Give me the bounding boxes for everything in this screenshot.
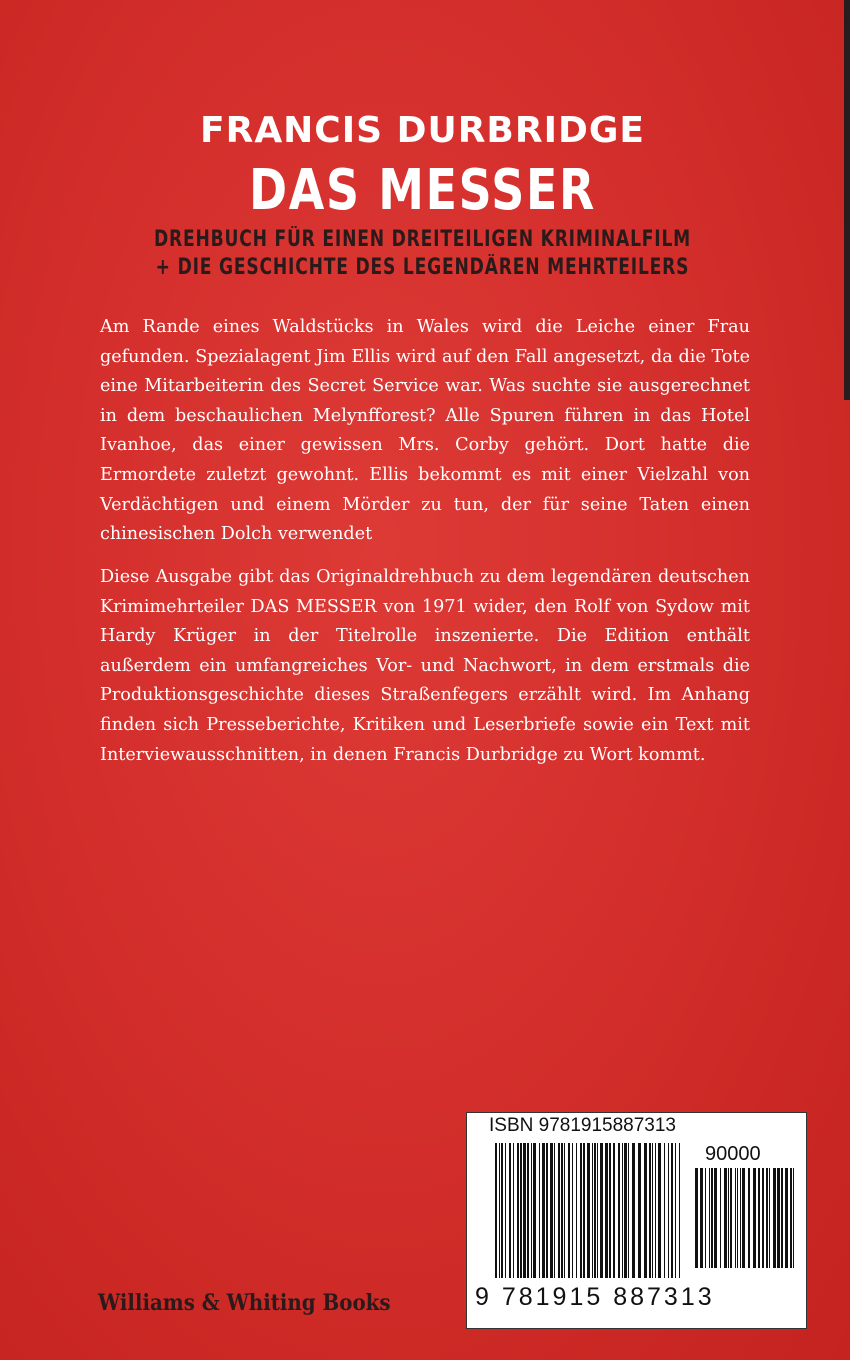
barcode-bar bbox=[618, 1143, 620, 1278]
barcode-bar bbox=[527, 1143, 529, 1278]
barcode-bar bbox=[523, 1143, 526, 1278]
barcode-bar bbox=[773, 1168, 776, 1268]
barcode-bar bbox=[531, 1143, 532, 1278]
barcode-bar bbox=[781, 1168, 783, 1268]
barcode-bar bbox=[583, 1143, 585, 1278]
blurb-paragraph-1: Am Rande eines Waldstücks in Wales wird die Leiche einer Frau gefunden. Spezialagent Jim Ellis wird auf den Fall angesetzt, da die Tote eine Mitarbeiterin des Secret Service war. Was suchte sie ausgerechnet in dem beschaulichen Melynfforest? Alle Spuren führen in das Hotel Ivanhoe, das einer gewissen Mrs. Corby gehört. Dort hatte die Ermordete zuletzt gewohnt. Ellis bekommt es mit einer Vielzahl von Verdächtigen und einem Mörder zu tun, der für seine Taten einen chinesischen Dolch verwendet bbox=[100, 317, 750, 545]
barcode-bar bbox=[576, 1143, 577, 1278]
barcode-bar bbox=[737, 1168, 738, 1268]
barcode-bar bbox=[592, 1143, 593, 1278]
barcode-bar bbox=[769, 1168, 770, 1268]
barcode-bar bbox=[561, 1143, 563, 1278]
barcode-bar bbox=[558, 1143, 560, 1278]
barcode-bar bbox=[513, 1143, 514, 1278]
subtitle-line-2: + DIE GESCHICHTE DES LEGENDÄREN MEHRTEILERS bbox=[155, 255, 690, 280]
publisher-name: Williams & Whiting Books bbox=[98, 1290, 391, 1316]
barcode-bar bbox=[793, 1168, 794, 1268]
barcode-bar bbox=[658, 1143, 661, 1278]
barcode-bar bbox=[572, 1143, 573, 1278]
author-name: FRANCIS DURBRIDGE bbox=[200, 110, 645, 151]
barcode-bar bbox=[628, 1143, 629, 1278]
barcode-bar bbox=[695, 1168, 698, 1268]
barcode-bar bbox=[605, 1143, 608, 1278]
barcode-bar bbox=[714, 1168, 717, 1268]
ean13-barcode-bars bbox=[495, 1143, 680, 1285]
barcode-bar bbox=[632, 1143, 635, 1278]
barcode-bar bbox=[762, 1168, 764, 1268]
barcode-bar bbox=[520, 1143, 522, 1278]
barcode-bar bbox=[644, 1143, 647, 1278]
barcode-bar bbox=[542, 1143, 545, 1278]
barcode-bar bbox=[679, 1143, 680, 1278]
barcode-bar bbox=[700, 1168, 703, 1268]
isbn-label: ISBN 9781915887313 bbox=[489, 1115, 676, 1136]
barcode-bar bbox=[753, 1168, 756, 1268]
barcode-bar bbox=[748, 1168, 750, 1268]
book-title: DAS MESSER bbox=[249, 158, 596, 223]
barcode-bar bbox=[624, 1143, 627, 1278]
barcode-bar bbox=[790, 1168, 792, 1268]
barcode-bar bbox=[728, 1168, 729, 1268]
barcode-bar bbox=[758, 1168, 760, 1268]
barcode-bar bbox=[622, 1143, 623, 1278]
barcode-digits: 9 781915 887313 bbox=[475, 1283, 715, 1311]
barcode-bar bbox=[785, 1168, 788, 1268]
barcode-bar bbox=[730, 1168, 732, 1268]
barcode-bar bbox=[613, 1143, 615, 1278]
blurb-paragraph-2: Diese Ausgabe gibt das Originaldrehbuch zu dem legendären deutschen Krimimehrteiler DAS MESSER von 1971 wider, den Rolf von Sydow mit Hardy Krüger in der Titelrolle inszenierte. Die Edition enthält außerdem ein umfangreiches Vor- und Nachwort, in dem erstmals die Produktionsgeschichte dieses Straßenfegers erzählt wird. Im Anhang finden sich Presseberichte, Kritiken und Leserbriefe sowie ein Text mit Interviewausschnitten, in denen Francis Durbridge zu Wort kommt. bbox=[100, 567, 750, 765]
barcode-bar bbox=[539, 1143, 540, 1278]
barcode-bar bbox=[499, 1143, 500, 1278]
barcode-bar bbox=[720, 1168, 721, 1268]
barcode-bar bbox=[652, 1143, 653, 1278]
barcode-bar bbox=[649, 1143, 651, 1278]
barcode-bar bbox=[777, 1168, 780, 1268]
barcode-bar bbox=[600, 1143, 603, 1278]
barcode-bar bbox=[554, 1143, 555, 1278]
barcode-bar bbox=[711, 1168, 713, 1268]
barcode-bar bbox=[705, 1168, 706, 1268]
barcode-bar bbox=[517, 1143, 519, 1278]
addon-barcode-bars bbox=[695, 1168, 795, 1268]
barcode-bar bbox=[587, 1143, 590, 1278]
barcode-bar bbox=[742, 1168, 745, 1268]
barcode-bar bbox=[709, 1168, 710, 1268]
barcode-bar bbox=[668, 1143, 669, 1278]
barcode-bar bbox=[505, 1143, 506, 1278]
barcode-bar bbox=[675, 1143, 676, 1278]
barcode-bar bbox=[501, 1143, 503, 1278]
price-code: 90000 bbox=[705, 1143, 761, 1165]
barcode-bar bbox=[594, 1143, 596, 1278]
barcode-bar bbox=[580, 1143, 582, 1278]
barcode-bar bbox=[766, 1168, 768, 1268]
barcode-bar bbox=[740, 1168, 741, 1268]
barcode-bar bbox=[509, 1143, 511, 1278]
barcode-bar bbox=[671, 1143, 673, 1278]
barcode-bar bbox=[609, 1143, 611, 1278]
barcode-bar bbox=[495, 1143, 497, 1278]
barcode-bar bbox=[546, 1143, 548, 1278]
barcode-bar bbox=[568, 1143, 570, 1278]
barcode-bar bbox=[597, 1143, 598, 1278]
barcode-bar bbox=[533, 1143, 536, 1278]
barcode-bar bbox=[735, 1168, 736, 1268]
barcode-bar bbox=[564, 1143, 565, 1278]
spine-edge bbox=[844, 0, 850, 400]
barcode-bar bbox=[664, 1143, 665, 1278]
barcode-bar bbox=[638, 1143, 641, 1278]
barcode-bar bbox=[724, 1168, 727, 1268]
barcode-bar bbox=[655, 1143, 656, 1278]
isbn-barcode bbox=[466, 1112, 807, 1329]
barcode-bar bbox=[550, 1143, 553, 1278]
subtitle-line-1: DREHBUCH FÜR EINEN DREITEILIGEN KRIMINALFILM bbox=[153, 227, 692, 252]
